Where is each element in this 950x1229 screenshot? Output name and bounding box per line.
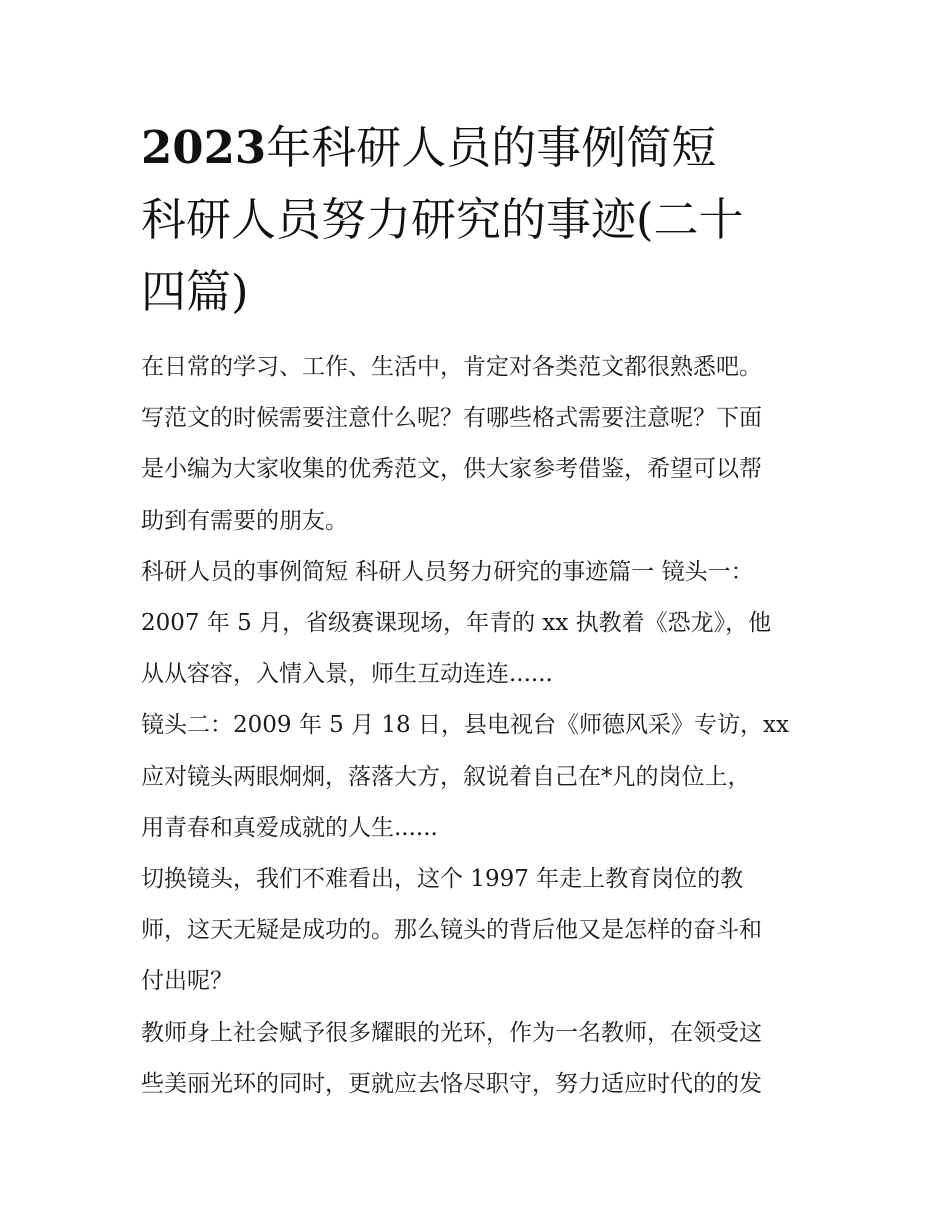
paragraph-switch-scene (141, 854, 821, 1008)
paragraph-intro (141, 342, 821, 547)
title-line-1 (141, 112, 821, 184)
paragraph-scene-one (141, 547, 821, 701)
text-line: 付出呢？ (141, 968, 233, 995)
paragraph-teacher (141, 1008, 821, 1110)
text-line: 应对镜头两眼炯炯，落落大方，叙说着自己在*凡的岗位上， (141, 763, 751, 790)
text-line: 教师身上社会赋予很多耀眼的光环，作为一名教师，在领受这 (141, 1019, 762, 1046)
text-line: 镜头二：2009 年 5 月 18 日，县电视台《师德风采》专访，xx (141, 712, 789, 739)
text-line: 是小编为大家收集的优秀范文，供大家参考借鉴，希望可以帮 (141, 456, 762, 483)
title-year: 2023 (141, 121, 267, 174)
title-line-3: 四篇) (141, 265, 249, 318)
text-line: 切换镜头，我们不难看出，这个 1997 年走上教育岗位的教 (141, 866, 744, 893)
text-line: 写范文的时候需要注意什么呢？有哪些格式需要注意呢？下面 (141, 405, 762, 432)
text-line: 师，这天无疑是成功的。那么镜头的背后他又是怎样的奋斗和 (141, 917, 762, 944)
paragraph-scene-two (141, 700, 821, 854)
document-title (141, 112, 821, 328)
text-line: 2007 年 5 月，省级赛课现场，年青的 xx 执教着《恐龙》，他 (141, 610, 772, 637)
text-line: 从从容容，入情入景，师生互动连连...... (141, 661, 553, 688)
text-line: 科研人员的事例简短 科研人员努力研究的事迹篇一 镜头一： (141, 558, 754, 585)
text-line: 在日常的学习、工作、生活中，肯定对各类范文都很熟悉吧。 (141, 354, 762, 380)
title-line-1-text: 年科研人员的事例简短 (266, 121, 717, 174)
document-body (141, 112, 821, 1110)
text-line: 用青春和真爱成就的人生...... (141, 814, 438, 841)
text-line: 助到有需要的朋友。 (141, 507, 348, 534)
text-line: 些美丽光环的同时，更就应去恪尽职守，努力适应时代的的发 (141, 1070, 762, 1097)
title-line-2: 科研人员努力研究的事迹(二十 (141, 193, 744, 246)
